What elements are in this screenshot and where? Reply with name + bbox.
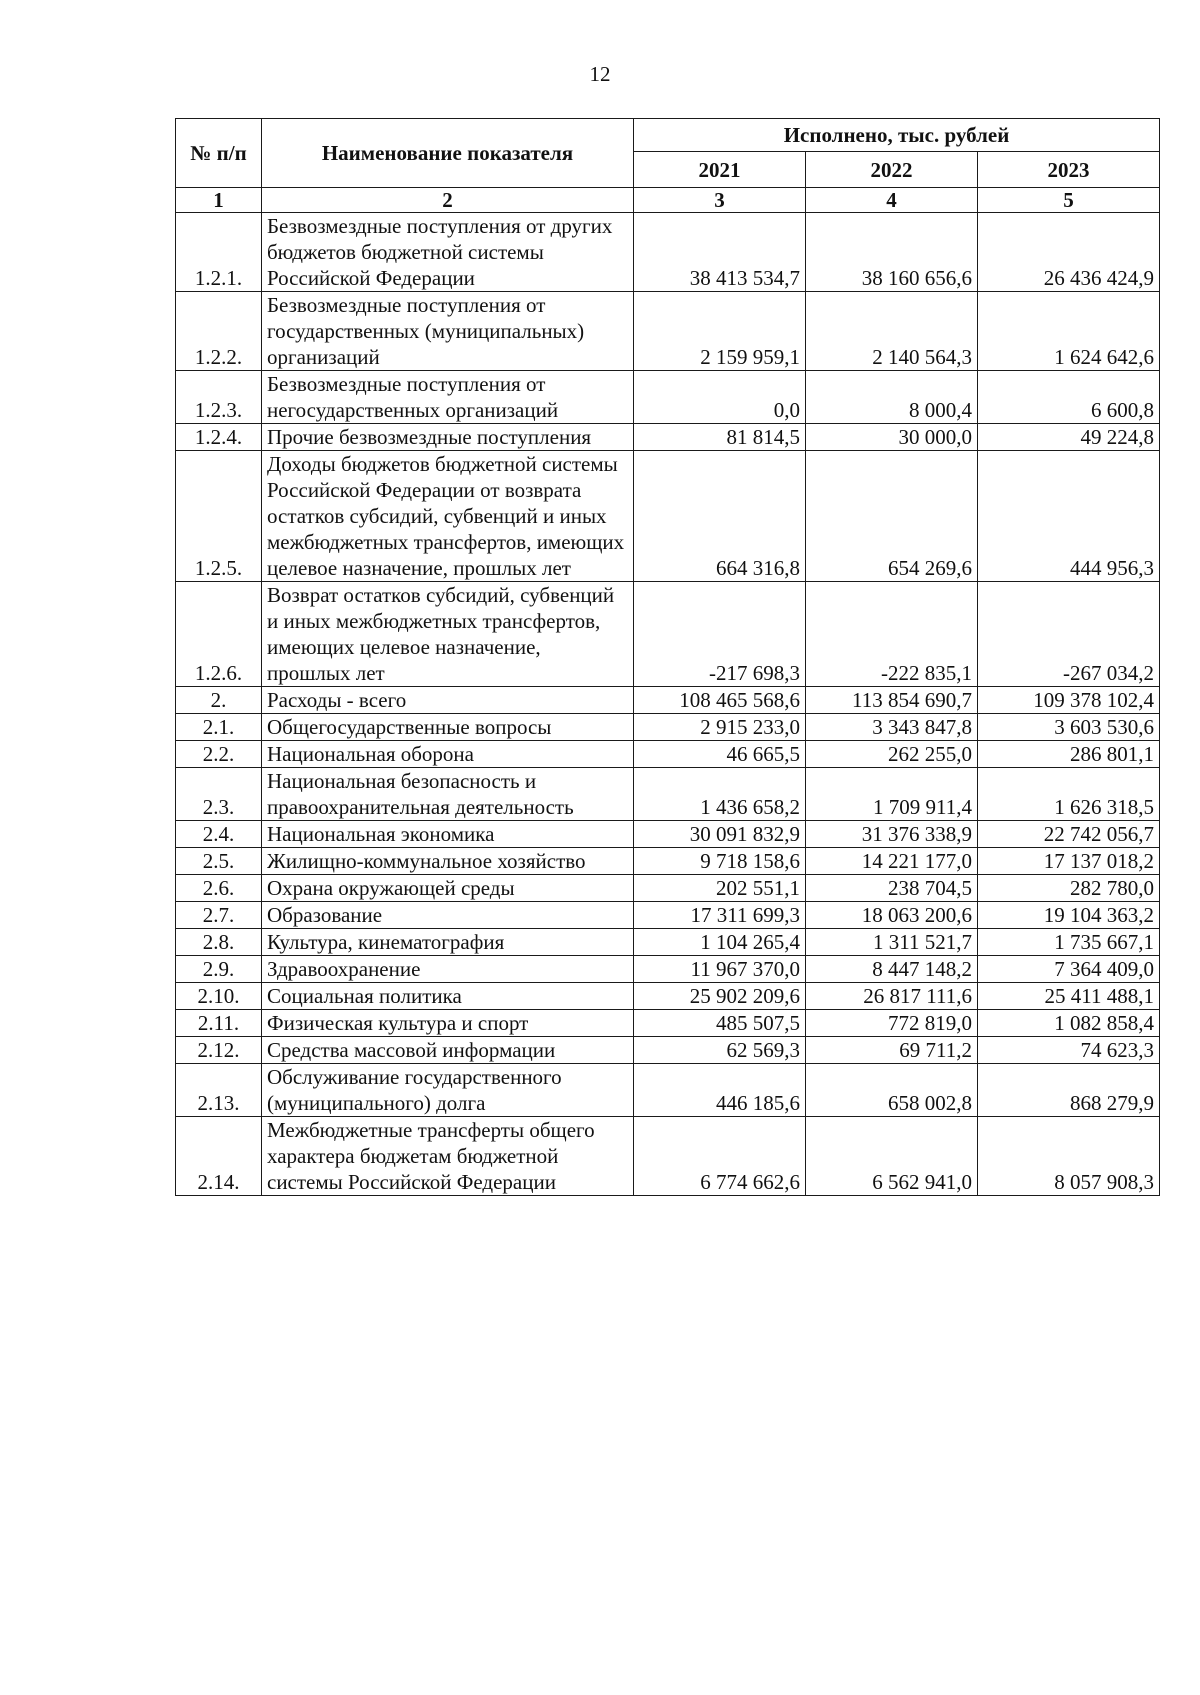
value-2022: 1 709 911,4 (806, 768, 978, 821)
indicator-name: Межбюджетные трансферты общего характера бюджетам бюджетной системы Российской Федерации (262, 1117, 634, 1196)
indicator-name: Национальная экономика (262, 821, 634, 848)
row-number: 1.2.3. (176, 371, 262, 424)
value-2023: 25 411 488,1 (978, 983, 1160, 1010)
value-2021: 17 311 699,3 (634, 902, 806, 929)
table-row (176, 371, 1160, 424)
row-number: 2.12. (176, 1037, 262, 1064)
table-row (176, 983, 1160, 1010)
row-number: 2.1. (176, 714, 262, 741)
indicator-name: Социальная политика (262, 983, 634, 1010)
value-2022: 3 343 847,8 (806, 714, 978, 741)
value-2021: 1 104 265,4 (634, 929, 806, 956)
indicator-name: Жилищно-коммунальное хозяйство (262, 848, 634, 875)
value-2022: 30 000,0 (806, 424, 978, 451)
row-number: 2.5. (176, 848, 262, 875)
indicator-name: Возврат остатков субсидий, субвенций и иных межбюджетных трансфертов, имеющих целевое назначение, прошлых лет (262, 582, 634, 687)
indicator-name: Общегосударственные вопросы (262, 714, 634, 741)
table-row (176, 292, 1160, 371)
header-year-2023: 2023 (978, 152, 1160, 188)
column-number: 2 (262, 188, 634, 213)
row-number: 2.10. (176, 983, 262, 1010)
value-2023: 1 626 318,5 (978, 768, 1160, 821)
header-year-2021: 2021 (634, 152, 806, 188)
value-2022: 26 817 111,6 (806, 983, 978, 1010)
row-number: 2.7. (176, 902, 262, 929)
row-number: 2.3. (176, 768, 262, 821)
value-2023: 8 057 908,3 (978, 1117, 1160, 1196)
header-number: № п/п (176, 119, 262, 188)
indicator-name: Физическая культура и спорт (262, 1010, 634, 1037)
row-number: 1.2.4. (176, 424, 262, 451)
value-2023: 49 224,8 (978, 424, 1160, 451)
indicator-name: Здравоохранение (262, 956, 634, 983)
indicator-name: Прочие безвозмездные поступления (262, 424, 634, 451)
indicator-name: Безвозмездные поступления от других бюджетов бюджетной системы Российской Федерации (262, 213, 634, 292)
table-row (176, 956, 1160, 983)
header-year-2022: 2022 (806, 152, 978, 188)
indicator-name: Средства массовой информации (262, 1037, 634, 1064)
column-number-row (176, 188, 1160, 213)
column-number: 5 (978, 188, 1160, 213)
indicator-name: Национальная оборона (262, 741, 634, 768)
value-2023: 17 137 018,2 (978, 848, 1160, 875)
row-number: 1.2.5. (176, 451, 262, 582)
value-2023: 282 780,0 (978, 875, 1160, 902)
value-2021: 485 507,5 (634, 1010, 806, 1037)
value-2023: 1 082 858,4 (978, 1010, 1160, 1037)
value-2022: 2 140 564,3 (806, 292, 978, 371)
table-row (176, 848, 1160, 875)
indicator-name: Безвозмездные поступления от государственных (муниципальных) организаций (262, 292, 634, 371)
row-number: 2. (176, 687, 262, 714)
indicator-name: Национальная безопасность и правоохранительная деятельность (262, 768, 634, 821)
value-2022: 1 311 521,7 (806, 929, 978, 956)
value-2023: 26 436 424,9 (978, 213, 1160, 292)
indicator-name: Расходы - всего (262, 687, 634, 714)
table-row (176, 768, 1160, 821)
table-row (176, 582, 1160, 687)
row-number: 1.2.1. (176, 213, 262, 292)
value-2023: 6 600,8 (978, 371, 1160, 424)
value-2023: 19 104 363,2 (978, 902, 1160, 929)
indicator-name: Обслуживание государственного (муниципального) долга (262, 1064, 634, 1117)
row-number: 2.9. (176, 956, 262, 983)
value-2021: 2 915 233,0 (634, 714, 806, 741)
indicator-name: Безвозмездные поступления от негосударственных организаций (262, 371, 634, 424)
value-2022: 8 000,4 (806, 371, 978, 424)
value-2022: 6 562 941,0 (806, 1117, 978, 1196)
row-number: 2.2. (176, 741, 262, 768)
value-2023: 22 742 056,7 (978, 821, 1160, 848)
value-2021: 2 159 959,1 (634, 292, 806, 371)
page-number: 12 (589, 62, 611, 86)
table-row (176, 821, 1160, 848)
value-2021: 30 091 832,9 (634, 821, 806, 848)
value-2021: 25 902 209,6 (634, 983, 806, 1010)
value-2021: 6 774 662,6 (634, 1117, 806, 1196)
table-row (176, 424, 1160, 451)
value-2022: 18 063 200,6 (806, 902, 978, 929)
value-2023: 1 735 667,1 (978, 929, 1160, 956)
table-row (176, 902, 1160, 929)
value-2021: 81 814,5 (634, 424, 806, 451)
row-number: 2.13. (176, 1064, 262, 1117)
table-row (176, 213, 1160, 292)
table-row (176, 1010, 1160, 1037)
value-2021: 9 718 158,6 (634, 848, 806, 875)
header-indicator-name: Наименование показателя (262, 119, 634, 188)
table-row (176, 741, 1160, 768)
value-2023: -267 034,2 (978, 582, 1160, 687)
value-2022: -222 835,1 (806, 582, 978, 687)
value-2023: 1 624 642,6 (978, 292, 1160, 371)
value-2021: 38 413 534,7 (634, 213, 806, 292)
column-number: 4 (806, 188, 978, 213)
value-2023: 286 801,1 (978, 741, 1160, 768)
value-2021: 446 185,6 (634, 1064, 806, 1117)
table-header-row (176, 119, 1160, 152)
value-2021: 1 436 658,2 (634, 768, 806, 821)
budget-execution-table (175, 118, 1160, 1196)
table-row (176, 451, 1160, 582)
value-2022: 654 269,6 (806, 451, 978, 582)
table-row (176, 1117, 1160, 1196)
table-row (176, 687, 1160, 714)
value-2022: 658 002,8 (806, 1064, 978, 1117)
value-2021: 62 569,3 (634, 1037, 806, 1064)
indicator-name: Образование (262, 902, 634, 929)
header-executed: Исполнено, тыс. рублей (634, 119, 1160, 152)
row-number: 2.11. (176, 1010, 262, 1037)
value-2021: 202 551,1 (634, 875, 806, 902)
value-2022: 772 819,0 (806, 1010, 978, 1037)
row-number: 1.2.2. (176, 292, 262, 371)
indicator-name: Культура, кинематография (262, 929, 634, 956)
value-2022: 113 854 690,7 (806, 687, 978, 714)
table-row (176, 929, 1160, 956)
value-2021: 108 465 568,6 (634, 687, 806, 714)
value-2023: 7 364 409,0 (978, 956, 1160, 983)
value-2023: 3 603 530,6 (978, 714, 1160, 741)
value-2023: 74 623,3 (978, 1037, 1160, 1064)
value-2022: 8 447 148,2 (806, 956, 978, 983)
table-row (176, 714, 1160, 741)
value-2022: 238 704,5 (806, 875, 978, 902)
table-row (176, 1037, 1160, 1064)
value-2022: 31 376 338,9 (806, 821, 978, 848)
row-number: 2.8. (176, 929, 262, 956)
value-2021: 0,0 (634, 371, 806, 424)
indicator-name: Охрана окружающей среды (262, 875, 634, 902)
value-2022: 14 221 177,0 (806, 848, 978, 875)
value-2023: 109 378 102,4 (978, 687, 1160, 714)
row-number: 2.4. (176, 821, 262, 848)
row-number: 1.2.6. (176, 582, 262, 687)
table-row (176, 1064, 1160, 1117)
value-2022: 69 711,2 (806, 1037, 978, 1064)
column-number: 3 (634, 188, 806, 213)
value-2022: 262 255,0 (806, 741, 978, 768)
value-2021: 11 967 370,0 (634, 956, 806, 983)
row-number: 2.14. (176, 1117, 262, 1196)
table-row (176, 875, 1160, 902)
value-2021: 46 665,5 (634, 741, 806, 768)
indicator-name: Доходы бюджетов бюджетной системы Российской Федерации от возврата остатков субсидий, субвенций и иных межбюджетных трансфертов, имеющих целевое назначение, прошлых лет (262, 451, 634, 582)
table-body (176, 213, 1160, 1196)
value-2022: 38 160 656,6 (806, 213, 978, 292)
column-number: 1 (176, 188, 262, 213)
value-2023: 444 956,3 (978, 451, 1160, 582)
value-2021: -217 698,3 (634, 582, 806, 687)
value-2023: 868 279,9 (978, 1064, 1160, 1117)
row-number: 2.6. (176, 875, 262, 902)
value-2021: 664 316,8 (634, 451, 806, 582)
